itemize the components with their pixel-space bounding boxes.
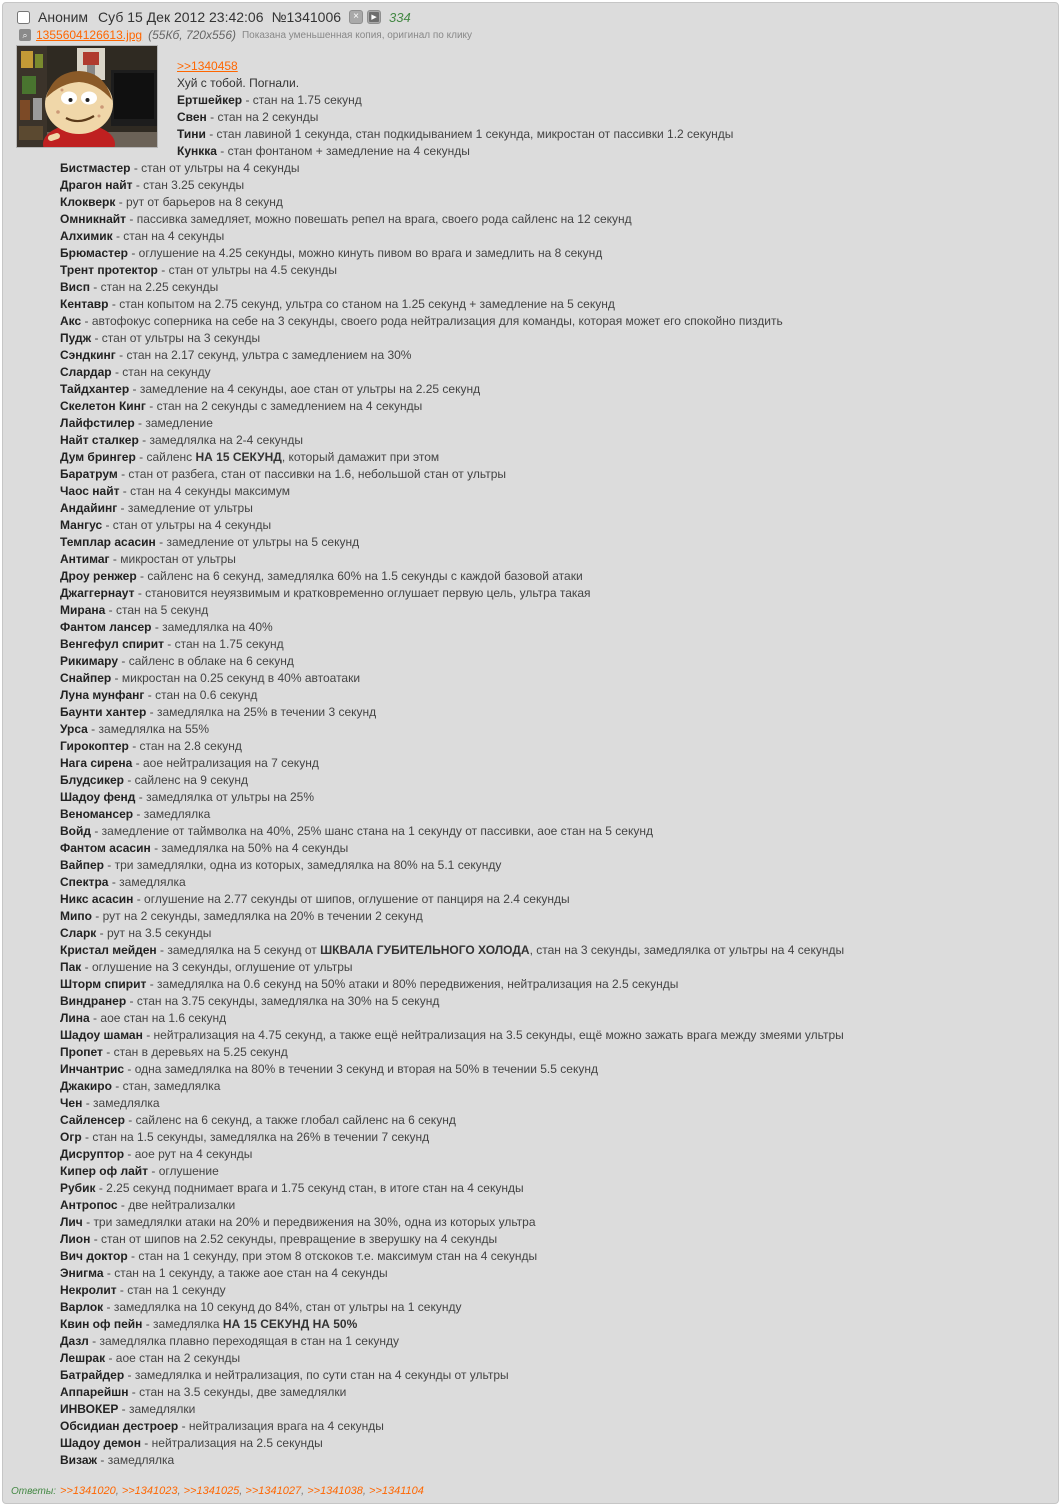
hero-line: Пропет - стан в деревьях на 5.25 секунд — [60, 1045, 288, 1059]
hero-line: Бистмастер - стан от ультры на 4 секунды — [60, 161, 300, 175]
post-number-link[interactable]: №1341006 — [271, 9, 342, 25]
hero-line: Баратрум - стан от разбега, стан от пассивки на 1.6, небольшой стан от ультры — [60, 467, 506, 481]
hero-line: Тайдхантер - замедление на 4 секунды, аое стан от ультры на 2.25 секунд — [60, 382, 481, 396]
hero-line: Шадоу фенд - замедлялка от ультры на 25% — [60, 790, 315, 804]
hero-line: Дум брингер - сайленс НА 15 СЕКУНД, который дамажит при этом — [60, 450, 440, 464]
hero-line: Мирана - стан на 5 секунд — [60, 603, 209, 617]
hero-line: ИНВОКЕР - замедлялки — [60, 1402, 196, 1416]
hero-line: Огр - стан на 1.5 секунды, замедлялка на 26% в течении 7 секунд — [60, 1130, 430, 1144]
hero-line: Джаггернаут - становится неуязвимым и кратковременно оглушает первую цель, ультра такая — [60, 586, 591, 600]
hero-line: Вич доктор - стан на 1 секунду, при этом 8 отскоков т.е. максимум стан на 4 секунды — [60, 1249, 538, 1263]
thumbnail-note: Показана уменьшенная копия, оригинал по клику — [241, 29, 473, 41]
hero-line: Никс асасин - оглушение на 2.77 секунды от шипов, оглушение от панциря на 2.4 секунды — [60, 892, 570, 906]
replies-label: Ответы: — [11, 1486, 57, 1497]
hero-line: Баунти хантер - замедлялка на 25% в течении 3 секунд — [60, 705, 377, 719]
hero-line: Некролит - стан на 1 секунду — [60, 1283, 226, 1297]
hero-line: Антимаг - микростан от ультры — [60, 552, 236, 566]
quote-link[interactable]: >>1340458 — [177, 59, 238, 73]
hero-line: Ертшейкер - стан на 1.75 секунд — [177, 93, 362, 107]
hero-line: Чаос найт - стан на 4 секунды максимум — [60, 484, 290, 498]
hero-line: Пак - оглушение на 3 секунды, оглушение от ультры — [60, 960, 353, 974]
file-size-dimensions: (55Кб, 720x556) — [148, 28, 236, 42]
hero-line: Блудсикер - сайленс на 9 секунд — [60, 773, 248, 787]
post-container — [2, 2, 1059, 1504]
hero-line: Мангус - стан от ультры на 4 секунды — [60, 518, 272, 532]
hero-line: Дроу ренжер - сайленс на 6 секунд, замедлялка 60% на 1.5 секунды с каждой базовой атаки — [60, 569, 583, 583]
reply-link[interactable]: >>1341023 — [121, 1485, 178, 1497]
play-icon: ▶ — [369, 12, 379, 22]
hero-line: Джакиро - стан, замедлялка — [60, 1079, 221, 1093]
hero-line: Нага сирена - аое нейтрализация на 7 секунд — [60, 756, 319, 770]
hero-line: Виндранер - стан на 3.75 секунды, замедлялка на 30% на 5 секунд — [60, 994, 440, 1008]
hero-line: Скелетон Кинг - стан на 2 секунды с замедлением на 4 секунды — [60, 399, 423, 413]
hero-line: Омникнайт - пассивка замедляет, можно повешать репел на врага, своего рода сайленс на 12 секунд — [60, 212, 632, 226]
hero-line: Андайинг - замедление от ультры — [60, 501, 253, 515]
hero-line: Темплар асасин - замедление от ультры на 5 секунд — [60, 535, 360, 549]
post-date: Суб 15 Дек 2012 23:42:06 — [98, 9, 264, 25]
hero-line: Лич - три замедлялки атаки на 20% и передвижения на 30%, одна из которых ультра — [60, 1215, 536, 1229]
hero-line: Веномансер - замедлялка — [60, 807, 211, 821]
hero-line: Брюмастер - оглушение на 4.25 секунды, можно кинуть пивом во врага и замедлить на 8 секунд — [60, 246, 603, 260]
hero-line: Кункка - стан фонтаном + замедление на 4 секунды — [177, 144, 470, 158]
hero-line: Тини - стан лавиной 1 секунда, стан подкидыванием 1 секунда, микростан от пассивки 1.2 секунды — [177, 127, 734, 141]
hero-list — [60, 92, 1054, 1469]
hero-line: Шторм спирит - замедлялка на 0.6 секунд на 50% атаки и 80% передвижения, нейтрализация на 2.5 секунды — [60, 977, 679, 991]
hero-line: Сайленсер - сайленс на 6 секунд, а также глобал сайленс на 6 секунд — [60, 1113, 456, 1127]
hero-line: Снайпер - микростан на 0.25 секунд в 40% автоатаки — [60, 671, 361, 685]
hero-line: Лина - аое стан на 1.6 секунд — [60, 1011, 227, 1025]
hero-line: Энигма - стан на 1 секунду, а также аое стан на 4 секунды — [60, 1266, 388, 1280]
hero-line: Венгефул спирит - стан на 1.75 секунд — [60, 637, 284, 651]
reply-link[interactable]: >>1341025 — [183, 1485, 240, 1497]
hero-line: Мипо - рут на 2 секунды, замедлялка на 20% в течении 2 секунд — [60, 909, 423, 923]
hero-line: Войд - замедление от таймволка на 40%, 25% шанс стана на 1 секунду от пассивки, аое стан на 5 секунд — [60, 824, 653, 838]
hero-line: Лешрак - аое стан на 2 секунды — [60, 1351, 241, 1365]
file-name-link[interactable]: 1355604126613.jpg — [36, 28, 143, 42]
hero-line: Антропос - две нейтрализалки — [60, 1198, 236, 1212]
post-thumbnail[interactable] — [17, 46, 157, 147]
reply-links: >>1341020, >>1341023, >>1341025, >>1341027, >>1341038, >>1341104 — [60, 1485, 424, 1497]
hero-line: Урса - замедлялка на 55% — [60, 722, 210, 736]
hero-line: Пудж - стан от ультры на 3 секунды — [60, 331, 261, 345]
hero-line: Дазл - замедлялка плавно переходящая в стан на 1 секунду — [60, 1334, 399, 1348]
hero-line: Шадоу шаман - нейтрализация на 4.75 секунд, а также ещё нейтрализация на 3.5 секунды, ещё можно зажать врага между змеями ультры — [60, 1028, 844, 1042]
hero-line: Инчантрис - одна замедлялка на 80% в течении 3 секунд и вторая на 50% в течении 5.5 секунд — [60, 1062, 598, 1076]
hero-line: Слардар - стан на секунду — [60, 365, 211, 379]
hero-line: Драгон найт - стан 3.25 секунды — [60, 178, 245, 192]
post-body — [60, 58, 1054, 1469]
post-header — [3, 3, 1058, 25]
hide-post-icon[interactable] — [349, 10, 363, 24]
hero-line: Вайпер - три замедлялки, одна из которых, замедлялка на 80% на 5.1 секунду — [60, 858, 502, 872]
reply-count-link[interactable]: 334 — [389, 9, 411, 25]
hero-line: Акс - автофокус соперника на себе на 3 секунды, своего рода нейтрализация для команды, которая может его спокойно пиздить — [60, 314, 783, 328]
hero-line: Рикимару - сайленс в облаке на 6 секунд — [60, 654, 294, 668]
reply-link[interactable]: >>1341038 — [307, 1485, 363, 1497]
hero-line: Дисруптор - аое рут на 4 секунды — [60, 1147, 253, 1161]
hero-line: Батрайдер - замедлялка и нейтрализация, по сути стан на 4 секунды от ультры — [60, 1368, 509, 1382]
expand-thread-icon[interactable] — [367, 10, 381, 24]
reply-link[interactable]: >>1341104 — [369, 1485, 424, 1497]
hero-line: Шадоу демон - нейтрализация на 2.5 секунды — [60, 1436, 323, 1450]
close-icon: × — [353, 11, 359, 22]
hero-line: Трент протектор - стан от ультры на 4.5 секунды — [60, 263, 337, 277]
hero-line: Рубик - 2.25 секунд поднимает врага и 1.75 секунд стан, в итоге стан на 4 секунды — [60, 1181, 524, 1195]
hero-line: Визаж - замедлялка — [60, 1453, 175, 1467]
hero-line: Кристал мейден - замедлялка на 5 секунд от ШКВАЛА ГУБИТЕЛЬНОГО ХОЛОДА, стан на 3 секунды, замедлялка от ультры на 4 секунды — [60, 943, 845, 957]
hero-line: Лион - стан от шипов на 2.52 секунды, превращение в зверушку на 4 секунды — [60, 1232, 498, 1246]
hero-line: Лайфстилер - замедление — [60, 416, 213, 430]
file-info-line — [3, 25, 1058, 42]
hero-line: Клокверк - рут от барьеров на 8 секунд — [60, 195, 283, 209]
hero-line: Варлок - замедлялка на 10 секунд до 84%, стан от ультры на 1 секунду — [60, 1300, 462, 1314]
hero-line: Кентавр - стан копытом на 2.75 секунд, ультра со станом на 1.25 секунд + замедление на 5 секунд — [60, 297, 615, 311]
post-select-checkbox[interactable] — [17, 11, 30, 24]
hero-line: Алхимик - стан на 4 секунды — [60, 229, 225, 243]
hero-line: Аппарейшн - стан на 3.5 секунды, две замедлялки — [60, 1385, 347, 1399]
hero-line: Найт сталкер - замедлялка на 2-4 секунды — [60, 433, 303, 447]
post-intro: Хуй с тобой. Погнали. — [177, 76, 300, 90]
hero-line: Кипер оф лайт - оглушение — [60, 1164, 219, 1178]
hero-line: Сларк - рут на 3.5 секунды — [60, 926, 212, 940]
hero-line: Висп - стан на 2.25 секунды — [60, 280, 219, 294]
hero-line: Квин оф пейн - замедлялка НА 15 СЕКУНД НА 50% — [60, 1317, 358, 1331]
hero-line: Спектра - замедлялка — [60, 875, 186, 889]
replies-footer — [11, 1485, 424, 1497]
hero-line: Обсидиан дестроер - нейтрализация врага на 4 секунды — [60, 1419, 384, 1433]
hero-line: Фантом лансер - замедлялка на 40% — [60, 620, 273, 634]
poster-name: Аноним — [38, 9, 89, 25]
hero-line: Гирокоптер - стан на 2.8 секунд — [60, 739, 242, 753]
hero-line: Луна мунфанг - стан на 0.6 секунд — [60, 688, 258, 702]
hero-line: Сэндкинг - стан на 2.17 секунд, ультра с замедлением на 30% — [60, 348, 412, 362]
hero-line: Свен - стан на 2 секунды — [177, 110, 319, 124]
hero-line: Фантом асасин - замедлялка на 50% на 4 секунды — [60, 841, 349, 855]
image-search-icon[interactable]: ⌕ — [19, 29, 31, 41]
reply-link[interactable]: >>1341027 — [245, 1485, 302, 1497]
reply-link[interactable]: >>1341020 — [60, 1485, 116, 1497]
cartman-thumbnail-image — [17, 46, 157, 147]
hero-line: Чен - замедлялка — [60, 1096, 160, 1110]
